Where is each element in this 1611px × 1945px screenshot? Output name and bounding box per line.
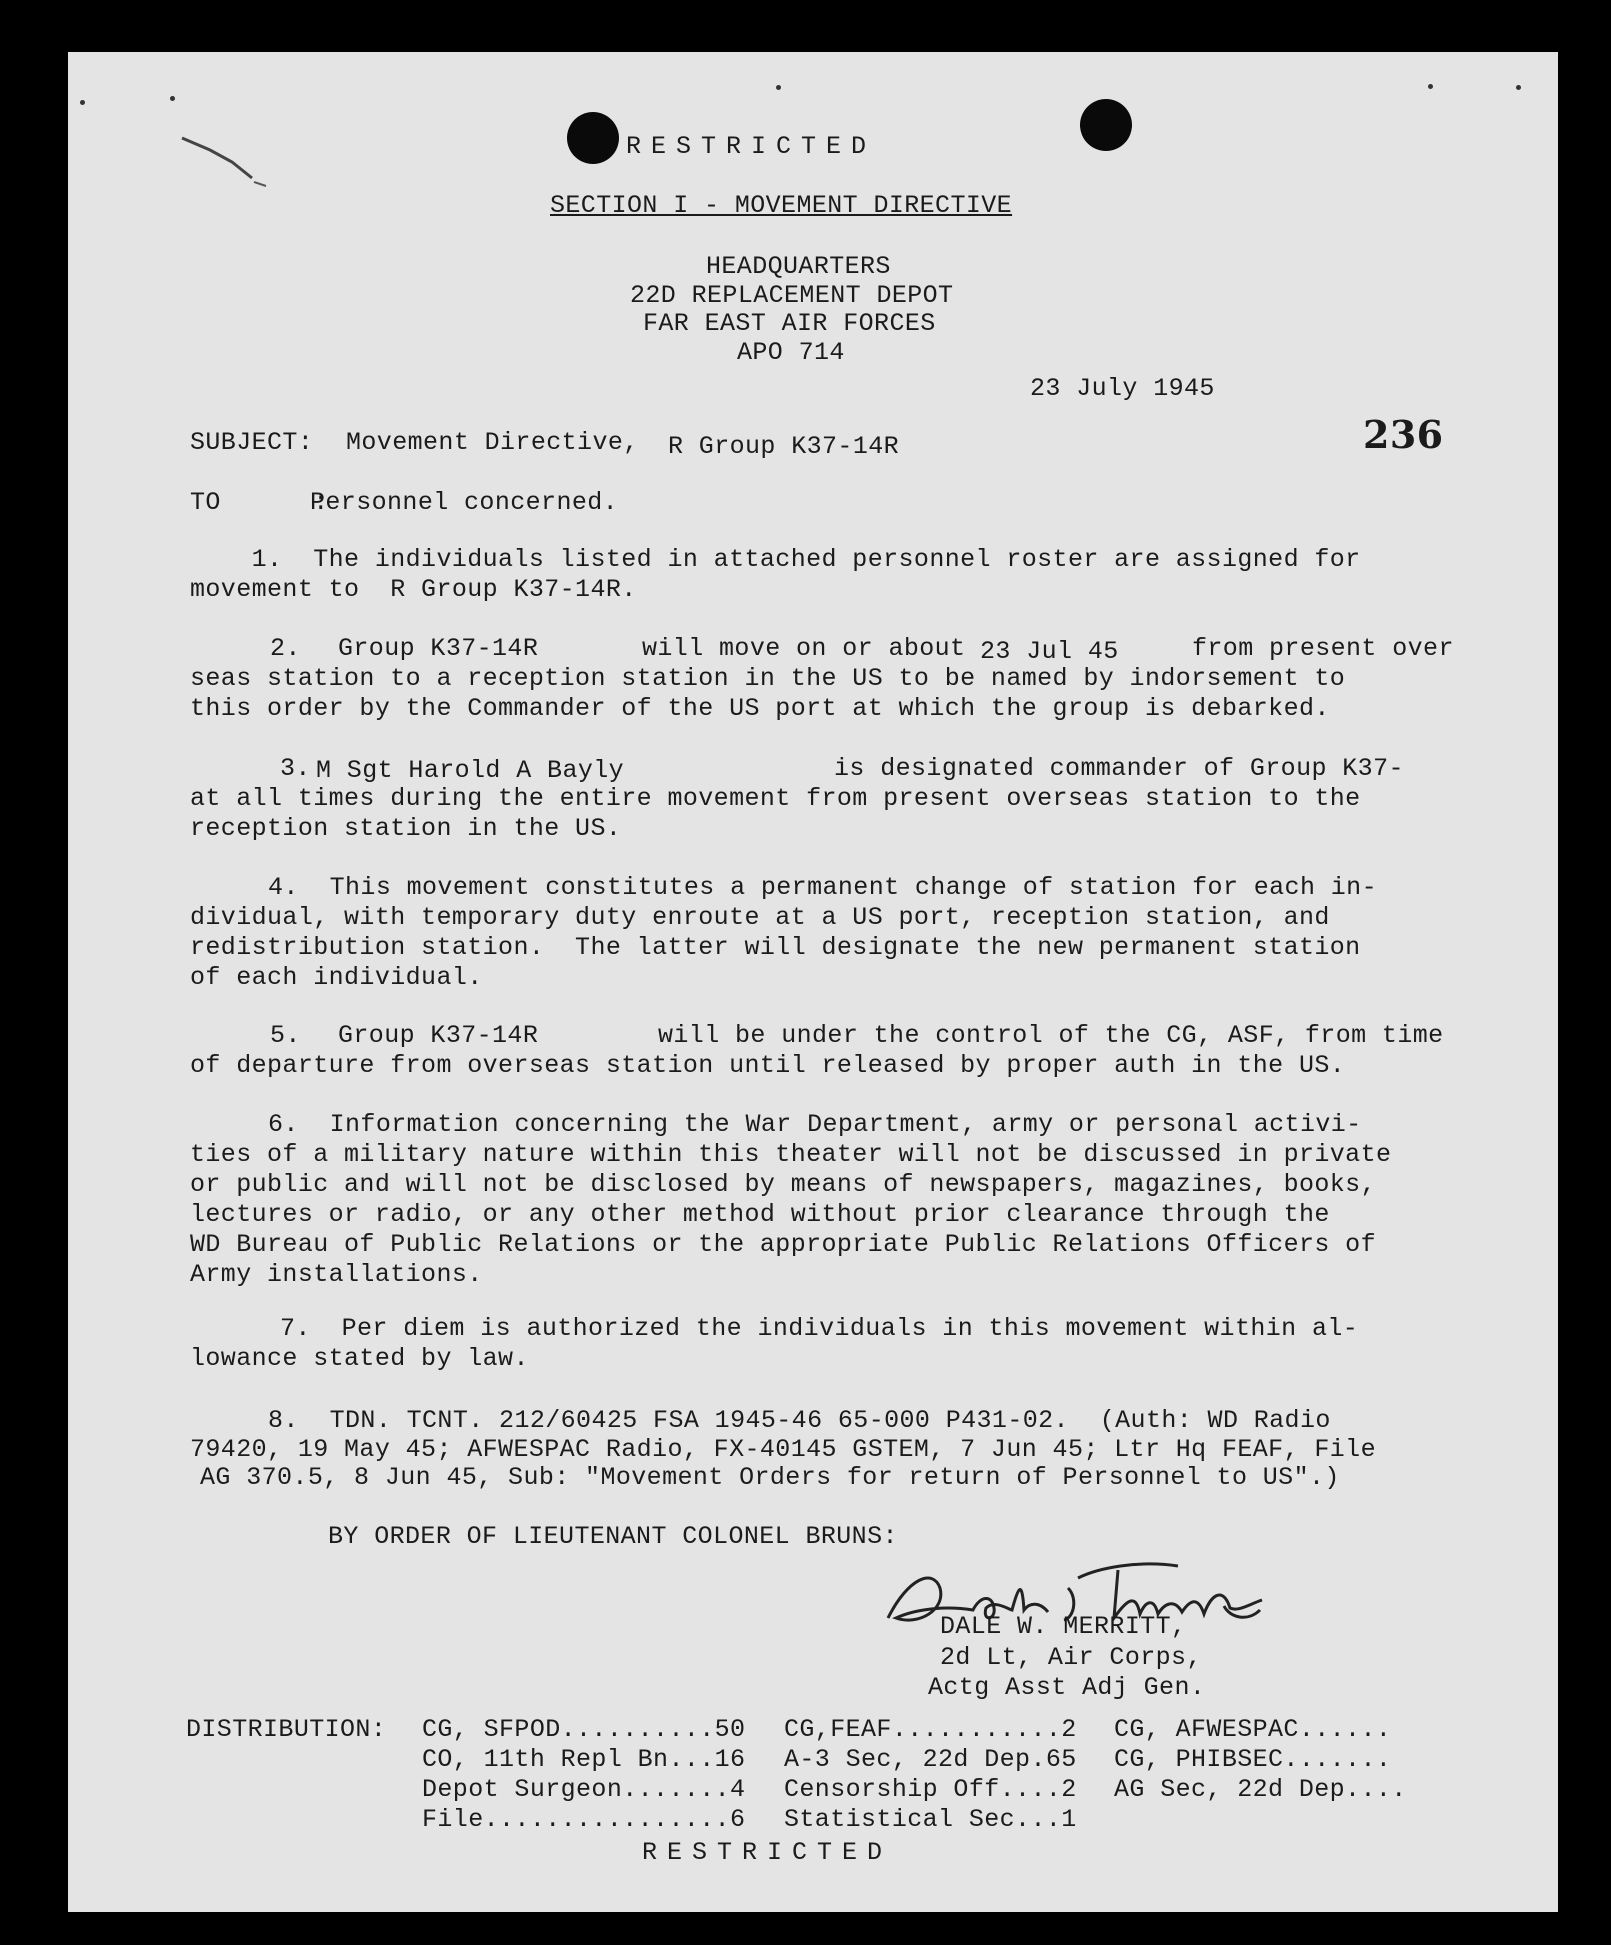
signer-title: Actg Asst Adj Gen. [928, 1673, 1206, 1702]
distribution-col-3-row-3: AG Sec, 22d Dep.... [1114, 1775, 1407, 1804]
speck [1516, 85, 1521, 90]
to-label: TO : [190, 488, 329, 517]
para-6-line-6: Army installations. [190, 1260, 483, 1289]
distribution-col-1-row-3: Depot Surgeon.......4 [422, 1775, 746, 1804]
para-2-text-a: will move on or about [642, 634, 966, 663]
para-3-line-3: reception station in the US. [190, 814, 622, 843]
para-6-line-5: WD Bureau of Public Relations or the appropriate Public Relations Officers of [190, 1230, 1376, 1259]
para-5-line-2: of departure from overseas station until released by proper auth in the US. [190, 1051, 1346, 1080]
distribution-col-2-row-3: Censorship Off....2 [784, 1775, 1077, 1804]
para-2-line-2: seas station to a reception station in the US to be named by indorsement to [190, 664, 1346, 693]
by-order-line: BY ORDER OF LIEUTENANT COLONEL BRUNS: [328, 1522, 898, 1551]
document-number: 236 [1363, 412, 1444, 457]
signer-rank: 2d Lt, Air Corps, [940, 1643, 1202, 1672]
para-1-line-2: movement to R Group K37-14R. [190, 575, 637, 604]
para-8-line-1: 8. TDN. TCNT. 212/60425 FSA 1945-46 65-000 P431-02. (Auth: WD Radio [268, 1406, 1331, 1435]
distribution-col-2-row-4: Statistical Sec...1 [784, 1805, 1077, 1834]
para-6-line-2: ties of a military nature within this theater will not be discussed in private [190, 1140, 1392, 1169]
speck [80, 100, 85, 105]
distribution-col-1-row-4: File................6 [422, 1805, 746, 1834]
pencil-mark [180, 132, 270, 192]
speck [170, 96, 175, 101]
punch-hole-right [1080, 99, 1132, 151]
restricted-footer: RESTRICTED [642, 1838, 893, 1867]
para-8-line-2: 79420, 19 May 45; AFWESPAC Radio, FX-40145 GSTEM, 7 Jun 45; Ltr Hq FEAF, File [190, 1435, 1376, 1464]
hq-line-2: 22D REPLACEMENT DEPOT [630, 281, 954, 310]
para-1-line-1: 1. The individuals listed in attached personnel roster are assigned for [190, 545, 1361, 574]
punch-hole-left [567, 112, 619, 164]
distribution-col-2-row-2: A-3 Sec, 22d Dep.65 [784, 1745, 1077, 1774]
para-6-line-3: or public and will not be disclosed by means of newspapers, magazines, books, [190, 1170, 1376, 1199]
para-6-line-4: lectures or radio, or any other method without prior clearance through the [190, 1200, 1330, 1229]
para-3-line-2: at all times during the entire movement from present overseas station to the [190, 784, 1361, 813]
distribution-col-3-row-1: CG, AFWESPAC...... [1114, 1715, 1392, 1744]
para-2-text-b: from present over [1192, 634, 1454, 663]
para-2-date: 23 Jul 45 [980, 637, 1119, 666]
restricted-header: RESTRICTED [626, 132, 877, 161]
para-5-group: Group K37-14R [338, 1021, 539, 1050]
para-4-line-4: of each individual. [190, 963, 483, 992]
para-3-lead: 3. [280, 754, 311, 783]
subject-value: Movement Directive, [346, 428, 639, 457]
speck [776, 85, 781, 90]
para-2-group: Group K37-14R [338, 634, 539, 663]
hq-line-1: HEADQUARTERS [706, 252, 891, 281]
distribution-col-3-row-2: CG, PHIBSEC....... [1114, 1745, 1392, 1774]
para-2-line-3: this order by the Commander of the US port at which the group is debarked. [190, 694, 1330, 723]
para-3-name: M Sgt Harold A Bayly [316, 756, 625, 785]
distribution-col-2-row-1: CG,FEAF...........2 [784, 1715, 1077, 1744]
hq-line-3: FAR EAST AIR FORCES [643, 309, 936, 338]
distribution-label: DISTRIBUTION: [186, 1715, 387, 1744]
to-value: Personnel concerned. [310, 488, 619, 517]
hq-line-4: APO 714 [737, 338, 845, 367]
para-3-text: is designated commander of Group K37- [834, 754, 1404, 783]
subject-label: SUBJECT: [190, 428, 314, 457]
para-7-line-1: 7. Per diem is authorized the individuals in this movement within al- [280, 1314, 1359, 1343]
distribution-col-1-row-2: CO, 11th Repl Bn...16 [422, 1745, 746, 1774]
para-4-line-2: dividual, with temporary duty enroute at a US port, reception station, and [190, 903, 1330, 932]
para-4-line-3: redistribution station. The latter will designate the new permanent station [190, 933, 1361, 962]
subject-group: R Group K37-14R [668, 432, 900, 461]
distribution-col-1-row-1: CG, SFPOD..........50 [422, 1715, 746, 1744]
date: 23 July 1945 [1030, 374, 1215, 403]
para-8-line-3: AG 370.5, 8 Jun 45, Sub: "Movement Orders for return of Personnel to US".) [200, 1463, 1340, 1492]
speck [1428, 84, 1433, 89]
para-2-lead: 2. [270, 634, 301, 663]
para-6-line-1: 6. Information concerning the War Department, army or personal activi- [268, 1110, 1362, 1139]
para-7-line-2: lowance stated by law. [190, 1344, 529, 1373]
para-5-text: will be under the control of the CG, ASF, from time [658, 1021, 1444, 1050]
section-title: SECTION I - MOVEMENT DIRECTIVE [550, 191, 1013, 220]
signer-name: DALE W. MERRITT, [940, 1612, 1187, 1641]
para-4-line-1: 4. This movement constitutes a permanent change of station for each in- [268, 873, 1377, 902]
para-5-lead: 5. [270, 1021, 301, 1050]
